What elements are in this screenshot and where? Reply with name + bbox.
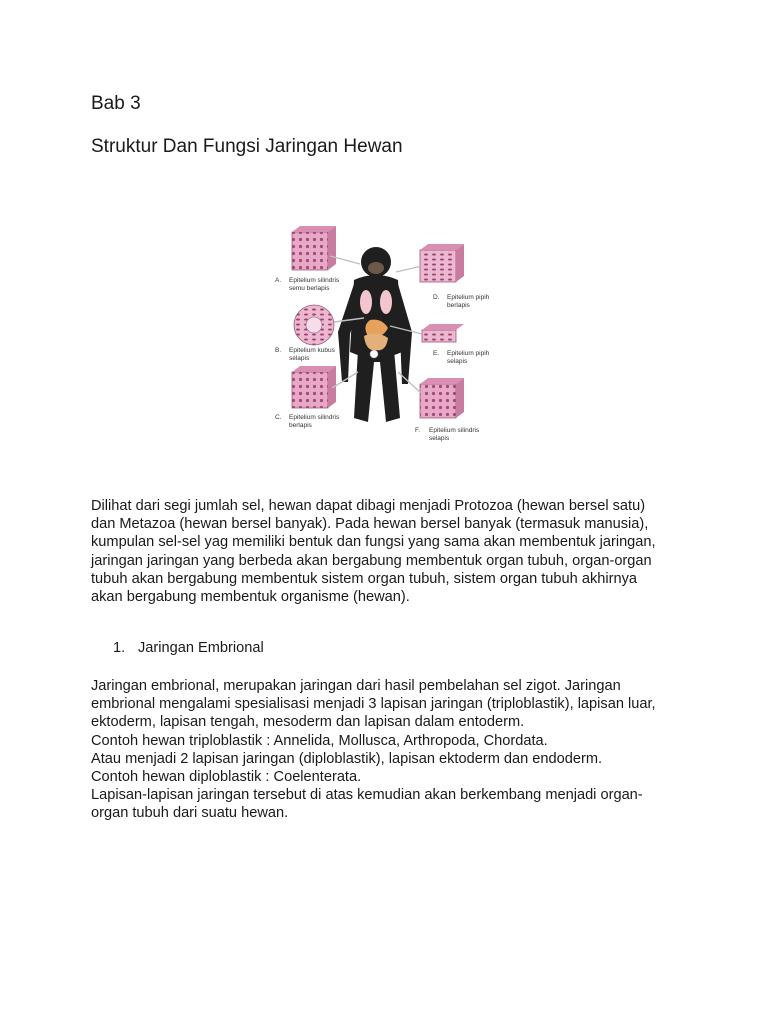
list-number: 1. bbox=[113, 640, 126, 656]
list-item-text: Jaringan Embrional bbox=[138, 640, 264, 656]
text-line: Atau menjadi 2 lapisan jaringan (diploblastik), lapisan ektoderm dan endoderm. bbox=[91, 750, 603, 767]
page-title: Struktur Dan Fungsi Jaringan Hewan bbox=[91, 136, 403, 157]
text-line: Dilihat dari segi jumlah sel, hewan dapat dibagi menjadi Protozoa (hewan bersel satu) bbox=[91, 498, 646, 514]
label-d-line1: Epitelium pipih bbox=[447, 294, 490, 301]
label-c-line1: Epitelium silindris bbox=[289, 414, 340, 421]
text-line: dan Metazoa (hewan bersel banyak). Pada hewan bersel banyak (termasuk manusia), bbox=[91, 516, 649, 533]
label-b-line2: selapis bbox=[289, 355, 310, 362]
label-d-letter: D. bbox=[433, 294, 440, 301]
label-f-line2: selapis bbox=[429, 435, 450, 442]
tissue-block-d bbox=[420, 244, 464, 282]
list-item bbox=[113, 640, 264, 656]
text-line: kumpulan sel-sel yag memiliki bentuk dan fungsi yang sama akan membentuk jaringan, bbox=[91, 534, 656, 551]
text-line: jaringan jaringan yang berbeda akan bergabung membentuk organ tubuh, organ-organ bbox=[91, 552, 652, 569]
label-b-letter: B. bbox=[275, 347, 282, 354]
tissue-block-a bbox=[292, 226, 336, 270]
chimpanzee-figure bbox=[338, 247, 412, 422]
tissue-block-c bbox=[292, 366, 336, 408]
text-line: akan bergabung membentuk organisme (hewan). bbox=[91, 589, 410, 606]
label-c-line2: berlapis bbox=[289, 422, 312, 429]
label-f-letter: F. bbox=[415, 427, 421, 434]
text-line: organ tubuh dari suatu hewan. bbox=[91, 805, 289, 822]
label-e-line1: Epitelium pipih bbox=[447, 350, 490, 357]
paragraph-intro bbox=[91, 497, 691, 606]
chapter-heading: Bab 3 bbox=[91, 93, 141, 114]
label-c-letter: C. bbox=[275, 414, 282, 421]
label-e-line2: selapis bbox=[447, 358, 468, 365]
label-d-line2: berlapis bbox=[447, 302, 470, 309]
text-line: embrional mengalami spesialisasi menjadi 3 lapisan jaringan (triploblastik), lapisan luar, bbox=[91, 696, 656, 713]
text-line: Contoh hewan diploblastik : Coelenterata. bbox=[91, 769, 362, 786]
label-b-line1: Epitelium kubus bbox=[289, 347, 335, 354]
text-line: ektoderm, lapisan tengah, mesoderm dan lapisan dalam entoderm. bbox=[91, 714, 525, 731]
text-line: tubuh akan bergabung membentuk sistem organ tubuh, sistem organ tubuh akhirnya bbox=[91, 570, 637, 587]
tissue-block-e bbox=[422, 324, 464, 342]
tissue-block-b bbox=[294, 305, 334, 345]
label-a-line2: semu berlapis bbox=[289, 285, 330, 292]
text-line: Jaringan embrional, merupakan jaringan dari hasil pembelahan sel zigot. Jaringan bbox=[91, 678, 621, 694]
label-e-letter: E. bbox=[433, 350, 440, 357]
label-f-line1: Epitelium silindris bbox=[429, 427, 480, 434]
label-a-letter: A. bbox=[275, 277, 282, 284]
paragraph-embrional bbox=[91, 677, 691, 823]
tissue-block-f bbox=[420, 378, 464, 418]
text-line: Contoh hewan triploblastik : Annelida, Mollusca, Arthropoda, Chordata. bbox=[91, 732, 548, 749]
label-a-line1: Epitelium silindris bbox=[289, 277, 340, 284]
tissue-illustration bbox=[262, 222, 506, 452]
tissue-figure bbox=[262, 222, 506, 452]
text-line: Lapisan-lapisan jaringan tersebut di atas kemudian akan berkembang menjadi organ- bbox=[91, 787, 643, 804]
